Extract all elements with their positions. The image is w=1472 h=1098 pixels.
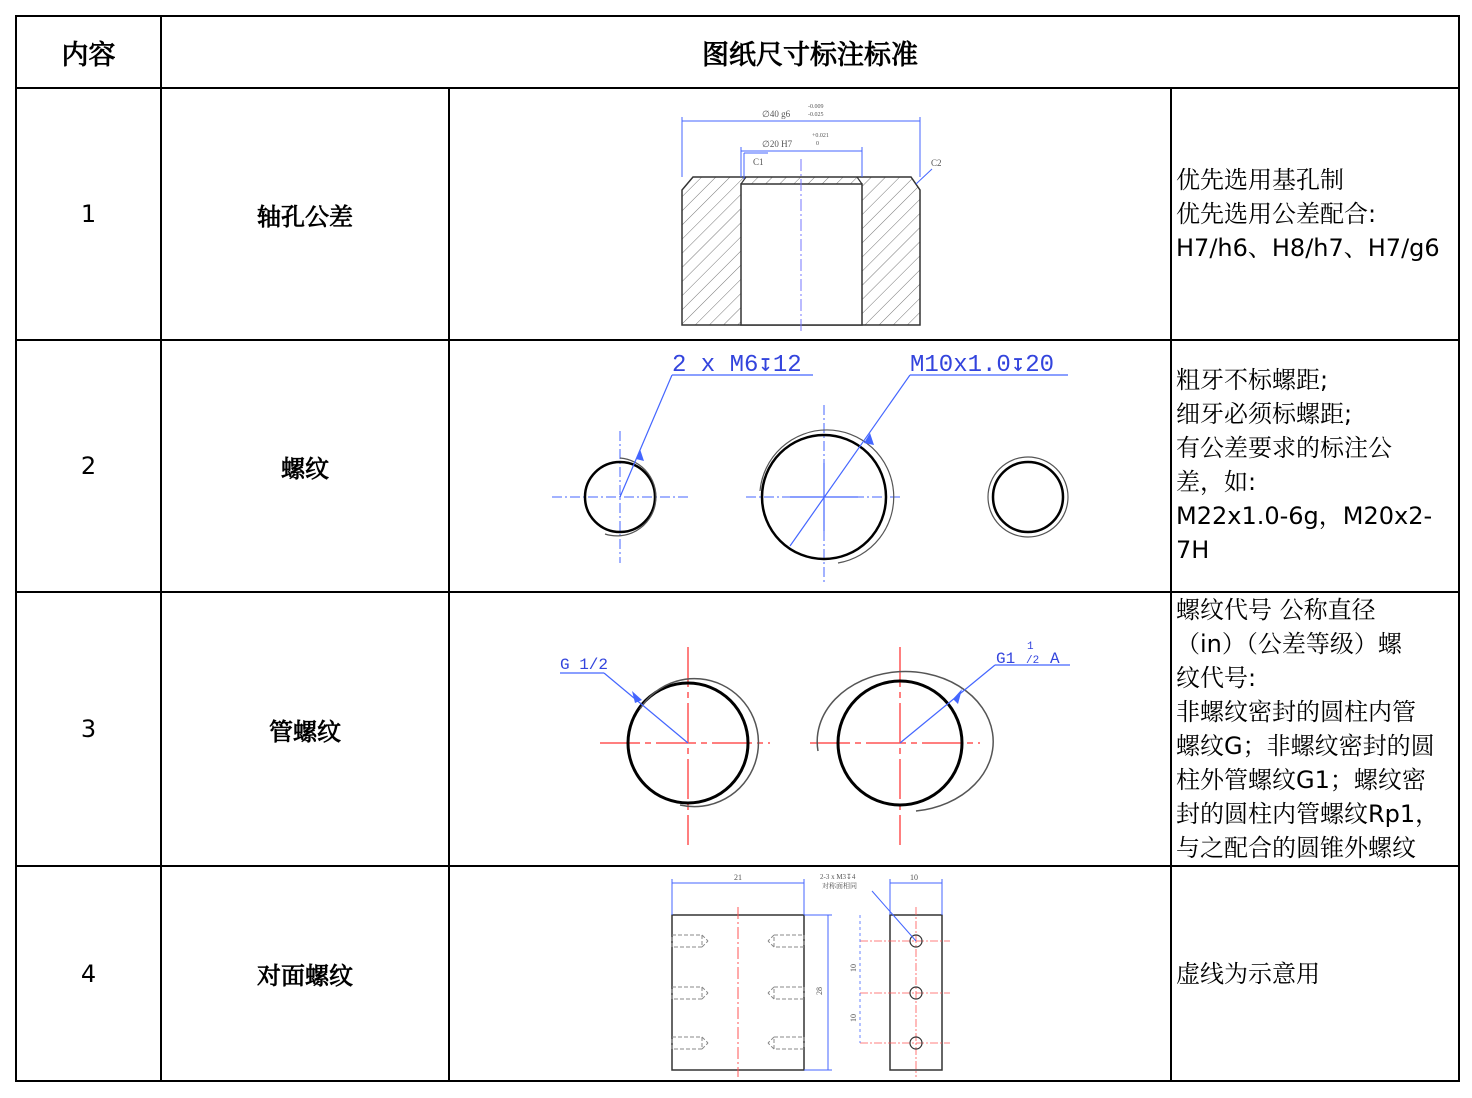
header-row bbox=[16, 16, 1459, 88]
drawing-shaft-hole bbox=[449, 88, 1171, 340]
chamfer-c1-label: C1 bbox=[753, 157, 764, 167]
plain-hole bbox=[993, 462, 1063, 532]
table-row bbox=[16, 340, 1459, 592]
row-name: 螺纹 bbox=[161, 340, 449, 592]
outer-dim-label: ∅40 g6 bbox=[762, 109, 791, 119]
pitch-dim-b: 10 bbox=[849, 1014, 858, 1022]
row-number: 3 bbox=[16, 592, 161, 866]
svg-text:+0.021: +0.021 bbox=[812, 133, 829, 139]
header-content: 内容 bbox=[16, 16, 161, 88]
row-notes: 螺纹代号 公称直径 （in）（公差等级）螺 纹代号: 非螺纹密封的圆柱内管 螺纹G；非螺纹密封的圆 柱外管螺纹G1；螺纹密 封的圆柱内管螺纹Rp1， 与之配合的圆锥外螺纹 bbox=[1171, 592, 1459, 866]
right-pipe-label: G1 bbox=[996, 650, 1016, 668]
small-thread-label: 2 x M6↧12 bbox=[672, 352, 802, 379]
row-number: 4 bbox=[16, 866, 161, 1081]
dimension-standard-table bbox=[15, 15, 1460, 1082]
drawing-opposite-thread bbox=[449, 866, 1171, 1081]
thread-callout-line1: 2-3 x M3↧4 bbox=[820, 873, 856, 881]
row-name: 对面螺纹 bbox=[161, 866, 449, 1081]
table-row bbox=[16, 88, 1459, 340]
row-name: 管螺纹 bbox=[161, 592, 449, 866]
row-number: 2 bbox=[16, 340, 161, 592]
svg-text:/2: /2 bbox=[1026, 655, 1040, 667]
row-number: 1 bbox=[16, 88, 161, 340]
row-notes: 虚线为示意用 bbox=[1171, 866, 1459, 1081]
svg-text:A: A bbox=[1050, 650, 1060, 668]
svg-text:1: 1 bbox=[1027, 641, 1034, 653]
drawing-pipe-thread bbox=[449, 592, 1171, 866]
plain-hole-outer bbox=[988, 457, 1068, 537]
row-notes: 粗牙不标螺距; 细牙必须标螺距; 有公差要求的标注公 差，如: M22x1.0-6g，M20x2- 7H bbox=[1171, 340, 1459, 592]
table-row bbox=[16, 592, 1459, 866]
inner-dim-label: ∅20 H7 bbox=[762, 139, 793, 149]
table-row bbox=[16, 866, 1459, 1081]
row-notes: 优先选用基孔制 优先选用公差配合: H7/h6、H8/h7、H7/g6 bbox=[1171, 88, 1459, 340]
pipe-thread-drawing bbox=[450, 593, 1170, 865]
pitch-dim-a: 10 bbox=[849, 964, 858, 972]
left-pipe-label: G 1/2 bbox=[560, 656, 609, 674]
opposite-thread-drawing bbox=[450, 867, 1170, 1080]
shaft-hole-drawing bbox=[450, 89, 1170, 339]
drawing-thread bbox=[449, 340, 1171, 592]
svg-text:0: 0 bbox=[816, 141, 819, 147]
svg-text:-0.009: -0.009 bbox=[808, 104, 824, 110]
row-name: 轴孔公差 bbox=[161, 88, 449, 340]
width-dim-label: 21 bbox=[734, 873, 742, 882]
thread-drawing bbox=[450, 341, 1170, 591]
chamfer-c2-label: C2 bbox=[931, 158, 942, 168]
height-dim-label: 28 bbox=[815, 987, 824, 995]
side-dim-label: 10 bbox=[910, 873, 918, 882]
large-thread-label: M10x1.0↧20 bbox=[910, 352, 1055, 379]
svg-text:-0.025: -0.025 bbox=[808, 112, 824, 118]
thread-callout-line2: 对称面相同 bbox=[822, 882, 857, 890]
header-standard: 图纸尺寸标注标准 bbox=[161, 16, 1459, 88]
